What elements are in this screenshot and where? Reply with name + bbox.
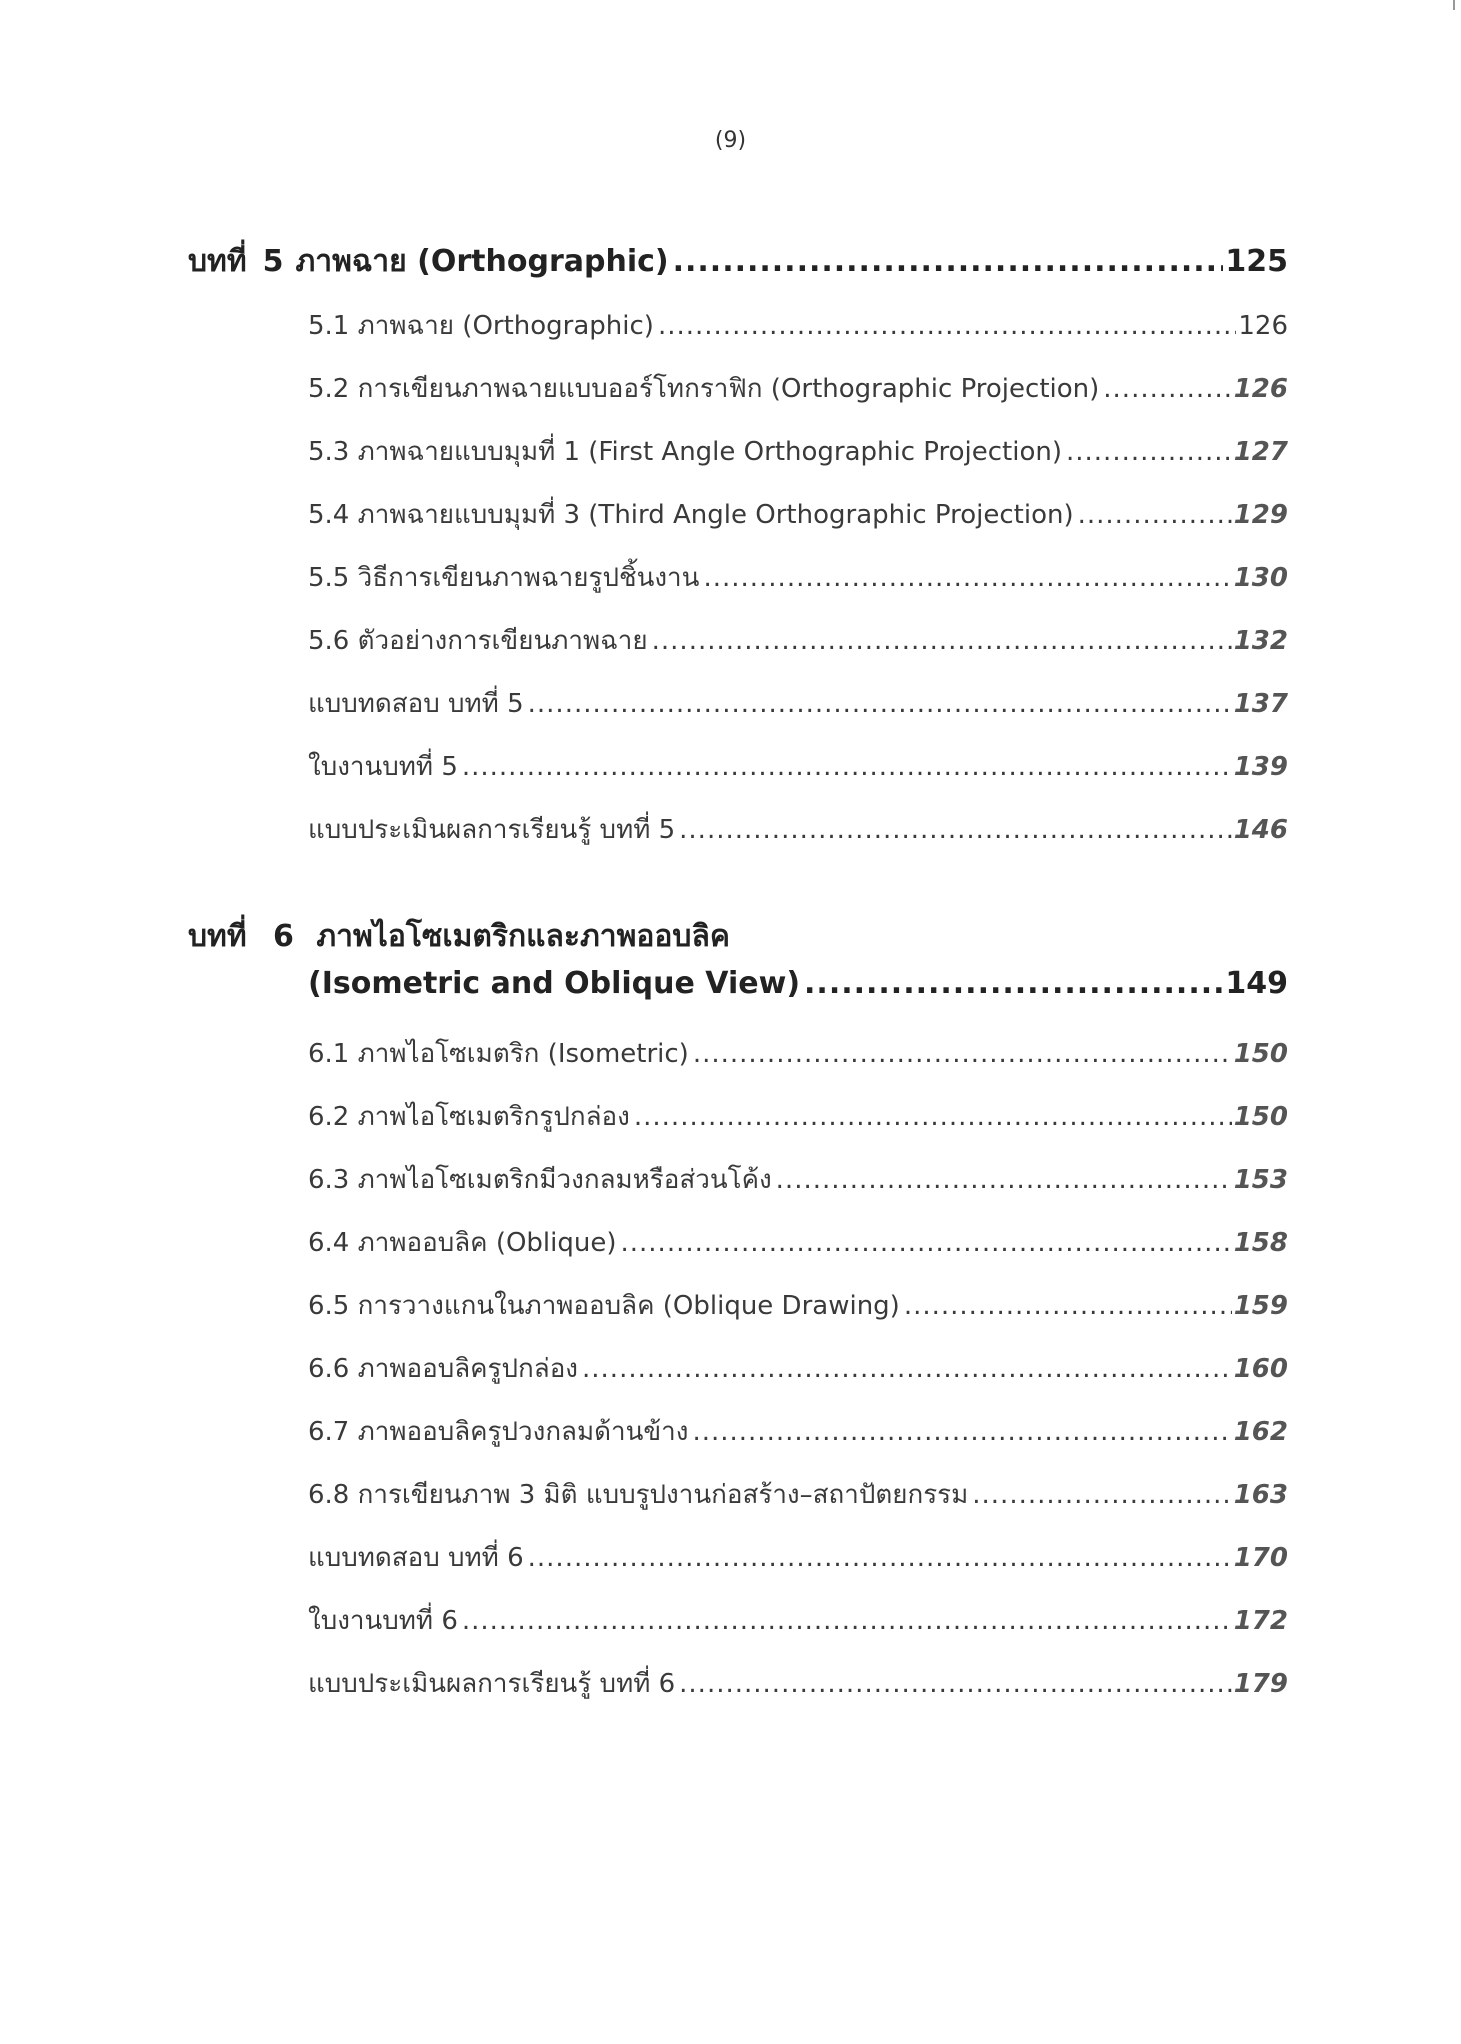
toc-entry-page: 153: [1233, 1165, 1288, 1195]
toc-entry-label: แบบประเมินผลการเรียนรู้ บทที่ 6: [308, 1669, 676, 1699]
chapter-5-heading[interactable]: [188, 238, 1288, 285]
leader-dots: [1078, 500, 1232, 530]
page-number: (9): [714, 128, 747, 153]
toc-entry-label: 5.1 ภาพฉาย (Orthographic): [308, 311, 654, 341]
chapter-5-number: 5: [262, 244, 284, 279]
toc-entry-page: 139: [1233, 752, 1288, 782]
chapter-5-page: 125: [1225, 244, 1288, 279]
toc-entry-label: 6.5 การวางแกนในภาพออบลิค (Oblique Drawing): [308, 1291, 900, 1321]
toc-entry-test-6[interactable]: [308, 1537, 1288, 1578]
toc-entry-page: 132: [1233, 626, 1288, 656]
toc-entry-6-8[interactable]: [308, 1474, 1288, 1515]
leader-dots: [462, 752, 1232, 782]
leader-dots: [1103, 374, 1231, 404]
toc-entry-assessment-5[interactable]: [308, 809, 1288, 850]
toc-entry-page: 163: [1233, 1480, 1288, 1510]
toc-entry-test-5[interactable]: [308, 683, 1288, 724]
chapter-5-title: ภาพฉาย (Orthographic): [295, 244, 669, 279]
leader-dots: [658, 311, 1236, 341]
toc-entry-page: 126: [1238, 311, 1288, 341]
chapter-6-heading-line2[interactable]: [308, 966, 1288, 1001]
toc-entry-page: 126: [1233, 374, 1288, 404]
leader-dots: [528, 1543, 1232, 1573]
leader-dots: [582, 1354, 1232, 1384]
toc-entry-page: 146: [1233, 815, 1288, 845]
toc-entry-page: 170: [1233, 1543, 1288, 1573]
chapter-6-number: 6: [273, 919, 294, 954]
leader-dots: [462, 1606, 1232, 1636]
corner-mark: [1453, 0, 1455, 10]
leader-dots: [904, 1291, 1232, 1321]
leader-dots: [1066, 437, 1232, 467]
leader-dots: [652, 626, 1232, 656]
toc-entry-label: 5.2 การเขียนภาพฉายแบบออร์โทกราฟิก (Orthographic Projection): [308, 374, 1100, 404]
toc-entry-label: แบบทดสอบ บทที่ 5: [308, 689, 524, 719]
toc-entry-6-7[interactable]: [308, 1411, 1288, 1452]
toc-entry-page: 162: [1233, 1417, 1288, 1447]
toc-entry-5-6[interactable]: [308, 620, 1288, 661]
toc-entry-label: ใบงานบทที่ 5: [308, 752, 458, 782]
toc-entry-page: 137: [1233, 689, 1288, 719]
toc-entry-5-2[interactable]: [308, 368, 1288, 409]
toc-entry-label: ใบงานบทที่ 6: [308, 1606, 458, 1636]
toc-entry-page: 130: [1233, 563, 1288, 593]
leader-dots: [692, 1417, 1231, 1447]
toc-entry-label: 6.7 ภาพออบลิครูปวงกลมด้านข้าง: [308, 1417, 689, 1447]
leader-dots: [679, 1669, 1232, 1699]
chapter-6-prefix: บทที่: [188, 919, 247, 954]
toc-entry-6-6[interactable]: [308, 1348, 1288, 1389]
toc-entry-page: 160: [1233, 1354, 1288, 1384]
toc-entry-label: 6.2 ภาพไอโซเมตริกรูปกล่อง: [308, 1102, 630, 1132]
toc-entry-label: 6.1 ภาพไอโซเมตริก (Isometric): [308, 1039, 689, 1069]
toc-entry-label: 5.3 ภาพฉายแบบมุมที่ 1 (First Angle Orthographic Projection): [308, 437, 1062, 467]
chapter-6-title-line1: ภาพไอโซเมตริกและภาพออบลิค: [316, 919, 730, 954]
toc-entry-page: 127: [1233, 437, 1288, 467]
toc-entry-assessment-6[interactable]: [308, 1663, 1288, 1704]
toc-entry-page: 150: [1233, 1039, 1288, 1069]
leader-dots: [972, 1480, 1231, 1510]
toc-entry-page: 150: [1233, 1102, 1288, 1132]
toc-entry-label: แบบทดสอบ บทที่ 6: [308, 1543, 524, 1573]
toc-entry-6-4[interactable]: [308, 1222, 1288, 1263]
toc-entry-label: 6.6 ภาพออบลิครูปกล่อง: [308, 1354, 579, 1384]
toc-entry-label: 6.8 การเขียนภาพ 3 มิติ แบบรูปงานก่อสร้าง–สถาปัตยกรรม: [308, 1480, 969, 1510]
toc-entry-worksheet-5[interactable]: [308, 746, 1288, 787]
leader-dots: [804, 966, 1223, 1001]
toc-entry-6-1[interactable]: [308, 1033, 1288, 1074]
toc-entry-page: 158: [1233, 1228, 1288, 1258]
toc-entry-page: 172: [1233, 1606, 1288, 1636]
toc-entry-page: 179: [1233, 1669, 1288, 1699]
toc-entry-label: 5.6 ตัวอย่างการเขียนภาพฉาย: [308, 626, 648, 656]
toc-entry-label: 6.4 ภาพออบลิค (Oblique): [308, 1228, 617, 1258]
toc-entry-label: 6.3 ภาพไอโซเมตริกมีวงกลมหรือส่วนโค้ง: [308, 1165, 772, 1195]
chapter-5-prefix: บทที่: [188, 244, 247, 279]
leader-dots: [703, 563, 1231, 593]
toc-entry-5-3[interactable]: [308, 431, 1288, 472]
toc-entry-6-3[interactable]: [308, 1159, 1288, 1200]
toc-entry-5-4[interactable]: [308, 494, 1288, 535]
leader-dots: [693, 1039, 1232, 1069]
leader-dots: [673, 244, 1224, 279]
leader-dots: [528, 689, 1232, 719]
toc-entry-6-5[interactable]: [308, 1285, 1288, 1326]
toc-entry-worksheet-6[interactable]: [308, 1600, 1288, 1641]
leader-dots: [679, 815, 1232, 845]
toc-entry-page: 159: [1233, 1291, 1288, 1321]
leader-dots: [776, 1165, 1232, 1195]
leader-dots: [621, 1228, 1232, 1258]
toc-entry-5-5[interactable]: [308, 557, 1288, 598]
chapter-6-heading[interactable]: [188, 913, 730, 960]
toc-entry-5-1[interactable]: [308, 305, 1288, 346]
toc-entry-page: 129: [1233, 500, 1288, 530]
toc-entry-label: 5.4 ภาพฉายแบบมุมที่ 3 (Third Angle Orthographic Projection): [308, 500, 1074, 530]
toc-entry-label: 5.5 วิธีการเขียนภาพฉายรูปชิ้นงาน: [308, 563, 700, 593]
leader-dots: [634, 1102, 1232, 1132]
chapter-6-page: 149: [1225, 966, 1288, 1001]
chapter-6-title-line2: (Isometric and Oblique View): [308, 966, 801, 1001]
toc-entry-label: แบบประเมินผลการเรียนรู้ บทที่ 5: [308, 815, 676, 845]
toc-entry-6-2[interactable]: [308, 1096, 1288, 1137]
